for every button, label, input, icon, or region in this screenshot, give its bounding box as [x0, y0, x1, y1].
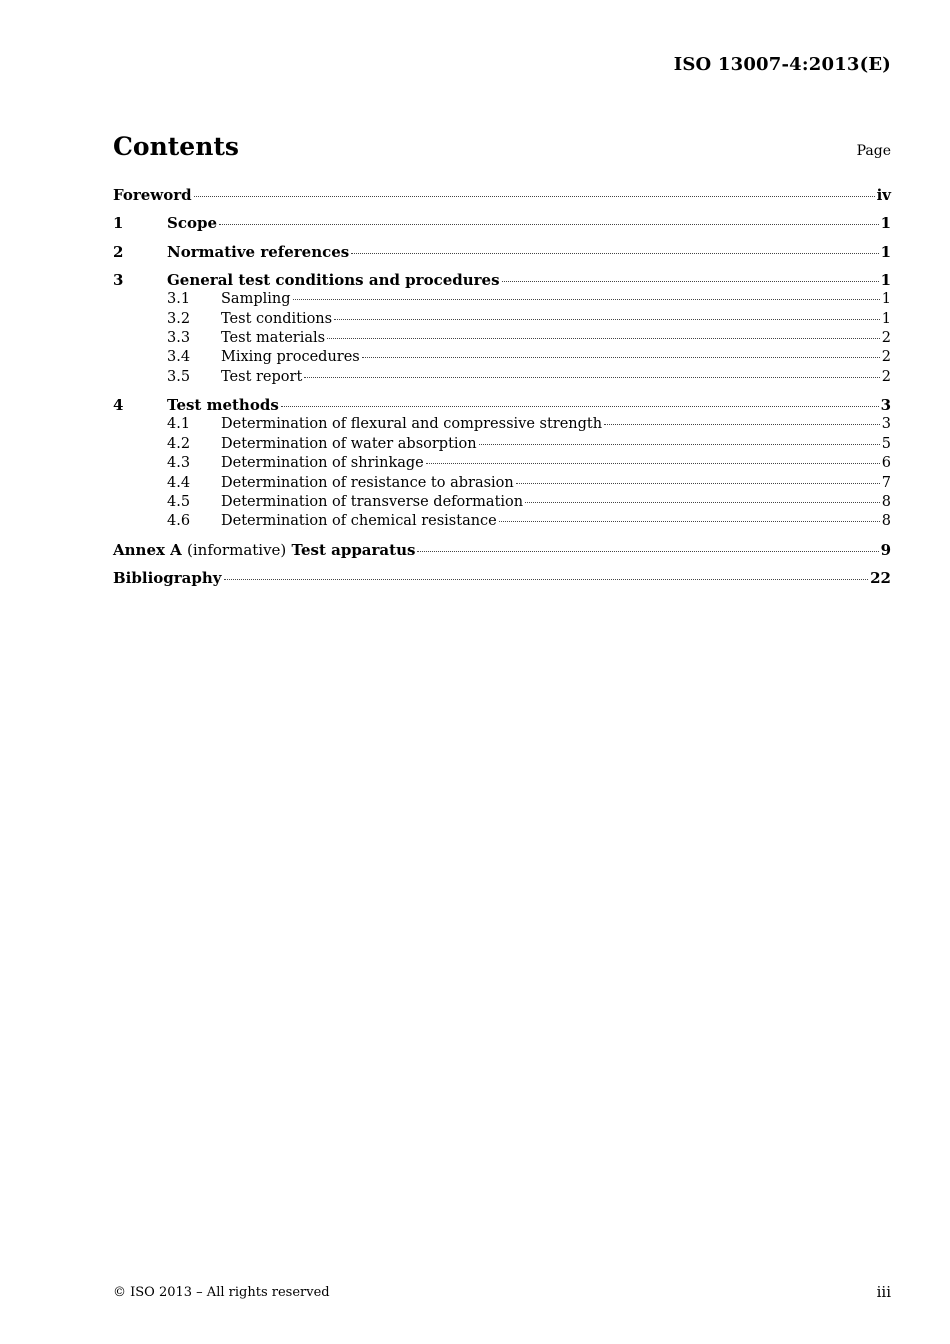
toc-entry-page: 9	[880, 540, 891, 559]
toc-entry-title: Determination of water absorption	[221, 435, 477, 452]
toc-entry-mixing-procedures[interactable]	[113, 348, 891, 367]
dot-leader	[499, 521, 880, 522]
toc-entry-general-test-conditions[interactable]	[113, 271, 891, 290]
toc-entry-title: Determination of chemical resistance	[221, 513, 497, 530]
toc-entry-title: Normative references	[167, 242, 350, 261]
toc-entry-title: Mixing procedures	[221, 349, 360, 366]
toc-entry-number: 3.5	[167, 368, 191, 385]
toc-entry-normative-references[interactable]	[113, 243, 891, 262]
toc-entry-scope[interactable]	[113, 214, 891, 233]
toc-entry-page: 8	[881, 494, 891, 511]
toc-entry-number: 4.3	[167, 455, 191, 472]
toc-entry-title: Determination of resistance to abrasion	[221, 474, 514, 491]
dot-leader	[479, 444, 880, 445]
toc-entry-page: 3	[881, 416, 891, 433]
toc-entry-bibliography[interactable]	[113, 569, 891, 588]
toc-entry-page: 8	[881, 513, 891, 530]
toc-entry-test-methods[interactable]	[113, 396, 891, 415]
toc-entry-page: 1	[881, 310, 891, 327]
toc-entry-page: 22	[870, 568, 891, 587]
dot-leader	[351, 253, 878, 254]
toc-entry-water-absorption[interactable]	[113, 435, 891, 454]
dot-leader	[219, 224, 879, 225]
toc-entry-title: Determination of shrinkage	[221, 455, 424, 472]
annex-qualifier: (informative)	[187, 540, 287, 559]
toc-entry-page: 1	[880, 242, 891, 261]
toc-entry-number: 4.5	[167, 494, 191, 511]
dot-leader	[516, 483, 880, 484]
document-id: ISO 13007-4:2013(E)	[673, 54, 891, 75]
dot-leader	[281, 406, 879, 407]
toc-entry-number: 3.1	[167, 291, 191, 308]
toc-entry-number: 2	[113, 242, 124, 261]
toc-entry-number: 3.4	[167, 349, 191, 366]
toc-entry-page: 2	[881, 349, 891, 366]
toc-entry-resistance-to-abrasion[interactable]	[113, 474, 891, 493]
toc-entry-shrinkage[interactable]	[113, 454, 891, 473]
toc-entry-page: 1	[880, 214, 891, 233]
toc-entry-page: 2	[881, 368, 891, 385]
dot-leader	[304, 377, 879, 378]
toc-entry-title	[113, 541, 415, 560]
toc-entry-title: Bibliography	[113, 568, 222, 587]
toc-entry-page: 6	[881, 455, 891, 472]
dot-leader	[327, 338, 880, 339]
copyright-notice: © ISO 2013 – All rights reserved	[113, 1285, 330, 1300]
dot-leader	[525, 502, 880, 503]
page-number: iii	[876, 1283, 891, 1301]
toc-entry-number: 4.4	[167, 474, 191, 491]
toc-entry-number: 3.3	[167, 330, 191, 347]
dot-leader	[604, 424, 880, 425]
dot-leader	[362, 357, 880, 358]
toc-entry-page: 7	[881, 474, 891, 491]
toc-entry-title: Test report	[221, 368, 303, 385]
toc-entry-title: Scope	[167, 214, 218, 233]
toc-entry-page: 1	[880, 270, 891, 289]
toc-entry-transverse-deformation[interactable]	[113, 493, 891, 512]
toc-entry-foreword[interactable]	[113, 186, 891, 205]
toc-entry-page: 5	[881, 435, 891, 452]
contents-title: Contents	[113, 132, 240, 161]
toc-entry-title: Determination of flexural and compressive strength	[221, 416, 603, 433]
toc-entry-number: 1	[113, 214, 124, 233]
toc-entry-title: Foreword	[113, 186, 192, 204]
toc-entry-page: 3	[880, 396, 891, 415]
toc-entry-number: 4.6	[167, 513, 191, 530]
dot-leader	[334, 319, 880, 320]
toc-entry-test-materials[interactable]	[113, 329, 891, 348]
toc-entry-title: Test conditions	[221, 310, 333, 327]
toc-entry-page: 1	[881, 291, 891, 308]
dot-leader	[426, 463, 880, 464]
toc-entry-title: Test materials	[221, 330, 326, 347]
toc-entry-number: 4	[113, 396, 124, 415]
toc-entry-chemical-resistance[interactable]	[113, 512, 891, 531]
dot-leader	[194, 196, 875, 197]
annex-label: Annex A	[113, 540, 182, 559]
toc-entry-sampling[interactable]	[113, 290, 891, 309]
annex-title: Test apparatus	[291, 540, 416, 559]
page-column-heading: Page	[856, 143, 891, 159]
dot-leader	[293, 299, 880, 300]
toc-entry-test-conditions[interactable]	[113, 310, 891, 329]
dot-leader	[224, 579, 869, 580]
toc-entry-annex-a[interactable]	[113, 541, 891, 560]
table-of-contents	[113, 186, 891, 588]
toc-entry-number: 3.2	[167, 310, 191, 327]
toc-entry-number: 4.2	[167, 435, 191, 452]
toc-entry-test-report[interactable]	[113, 368, 891, 387]
toc-entry-flexural-compressive-strength[interactable]	[113, 415, 891, 434]
toc-entry-title: General test conditions and procedures	[167, 270, 500, 289]
toc-entry-page: iv	[876, 186, 891, 204]
dot-leader	[502, 281, 879, 282]
toc-entry-title: Determination of transverse deformation	[221, 494, 524, 511]
toc-entry-title: Test methods	[167, 396, 279, 415]
toc-entry-title: Sampling	[221, 291, 291, 308]
toc-entry-number: 3	[113, 270, 124, 289]
toc-entry-page: 2	[881, 330, 891, 347]
dot-leader	[417, 551, 878, 552]
toc-entry-number: 4.1	[167, 416, 191, 433]
